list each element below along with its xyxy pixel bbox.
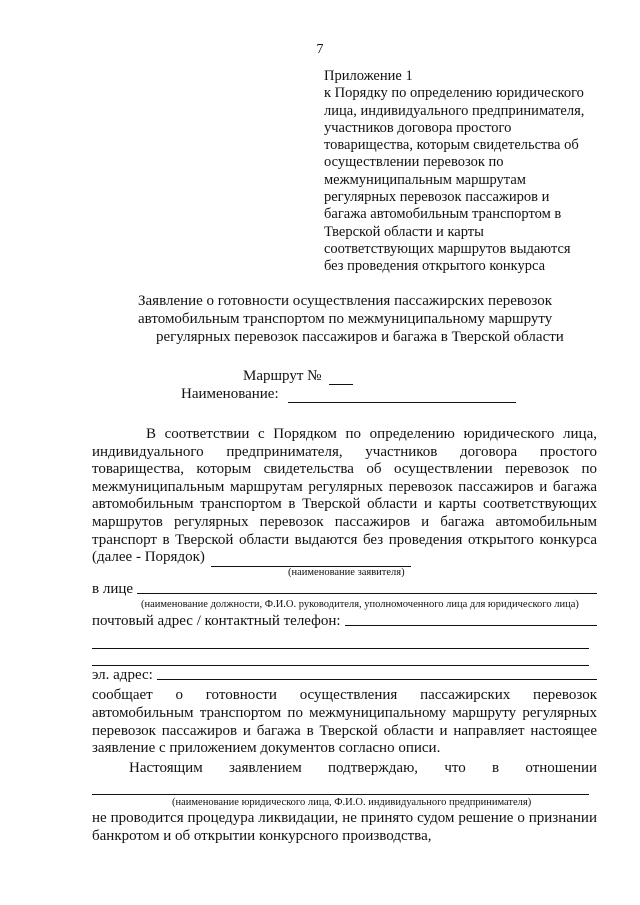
annex-heading: Приложение 1 [324,68,413,84]
postal-row [92,612,597,630]
route-number-blank[interactable] [329,384,353,385]
annex-block [324,68,624,276]
route-number-field [243,368,353,385]
caption-applicant: (наименование заявителя) [288,567,405,578]
entity-blank[interactable] [92,794,589,795]
confirm-line [92,760,597,777]
postal-blank-line-2[interactable] [92,648,589,649]
title-line: автомобильным транспортом по межмуниципальному маршруту [138,311,553,327]
title-line: Заявление о готовности осуществления пассажирских перевозок [138,293,552,309]
body-paragraph [92,426,597,567]
person-label: в лице [92,581,134,597]
caption-entity: (наименование юридического лица, Ф.И.О. индивидуального предпринимателя) [172,797,532,808]
name-label: Наименование: [181,386,279,402]
annex-line: лица, индивидуального предпринимателя, [324,102,585,119]
confirm-word: что [444,760,466,776]
report-paragraph: сообщает о готовности осуществления пассажирских перевозок автомобильным транспортом по межмуниципальному маршруту регулярных перевозок пассажиров и багажа в Тверской области и направляет настоящее заявление с приложением документов согласно описи. [92,687,597,757]
page-number: 7 [316,42,324,57]
annex-line: осуществлении перевозок по [324,154,504,171]
confirm-word: отношении [525,760,598,776]
confirm-word: Настоящим [129,760,203,776]
annex-line: Тверской области и карты [324,223,484,240]
confirm-word: подтверждаю, [327,760,419,776]
annex-line: соответствующих маршрутов выдаются [324,240,571,257]
tail-paragraph: не проводится процедура ликвидации, не принято судом решение о признании банкротом и об открытии конкурсного производства, [92,810,597,844]
annex-line: без проведения открытого конкурса [324,258,546,275]
route-label: Маршрут № [243,368,322,384]
email-label: эл. адрес: [92,667,153,683]
caption-person: (наименование должности, Ф.И.О. руководителя, уполномоченного лица для юридического лица) [141,599,579,610]
email-row [92,666,597,684]
postal-label: почтовый адрес / контактный телефон: [92,613,341,629]
annex-line: регулярных перевозок пассажиров и [324,189,550,206]
confirm-word: в [492,760,500,776]
postal-blank[interactable] [345,624,597,626]
title-line: регулярных перевозок пассажиров и багажа в Тверской области [156,329,564,345]
body-text: В соответствии с Порядком по определению юридического лица, индивидуального предпринимателя, участников договора простого товарищества, которым свидетельства об осуществлении перевозок по межмуниципальным маршрутам регулярных перевозок пассажиров и багажа автомобильным транспортом в Тверской области и карты соответствующих маршрутов регулярных перевозок пассажиров и багажа автомобильным транспорт в Тверской области выдаются без проведения открытого конкурса (далее - Порядок) [92,426,597,566]
person-row [92,580,597,598]
annex-line: межмуниципальным маршрутам [324,171,526,188]
annex-line: участников договора простого [324,119,512,136]
annex-line: товарищества, которым свидетельства об [324,137,579,154]
route-name-blank[interactable] [288,402,516,403]
annex-line: к Порядку по определению юридического [324,85,584,102]
confirm-word: заявлением [228,760,302,776]
person-blank[interactable] [137,592,597,594]
route-name-field [181,386,516,403]
email-blank[interactable] [157,678,597,680]
document-title [90,292,630,346]
annex-line: багажа автомобильным транспортом в [324,206,562,223]
